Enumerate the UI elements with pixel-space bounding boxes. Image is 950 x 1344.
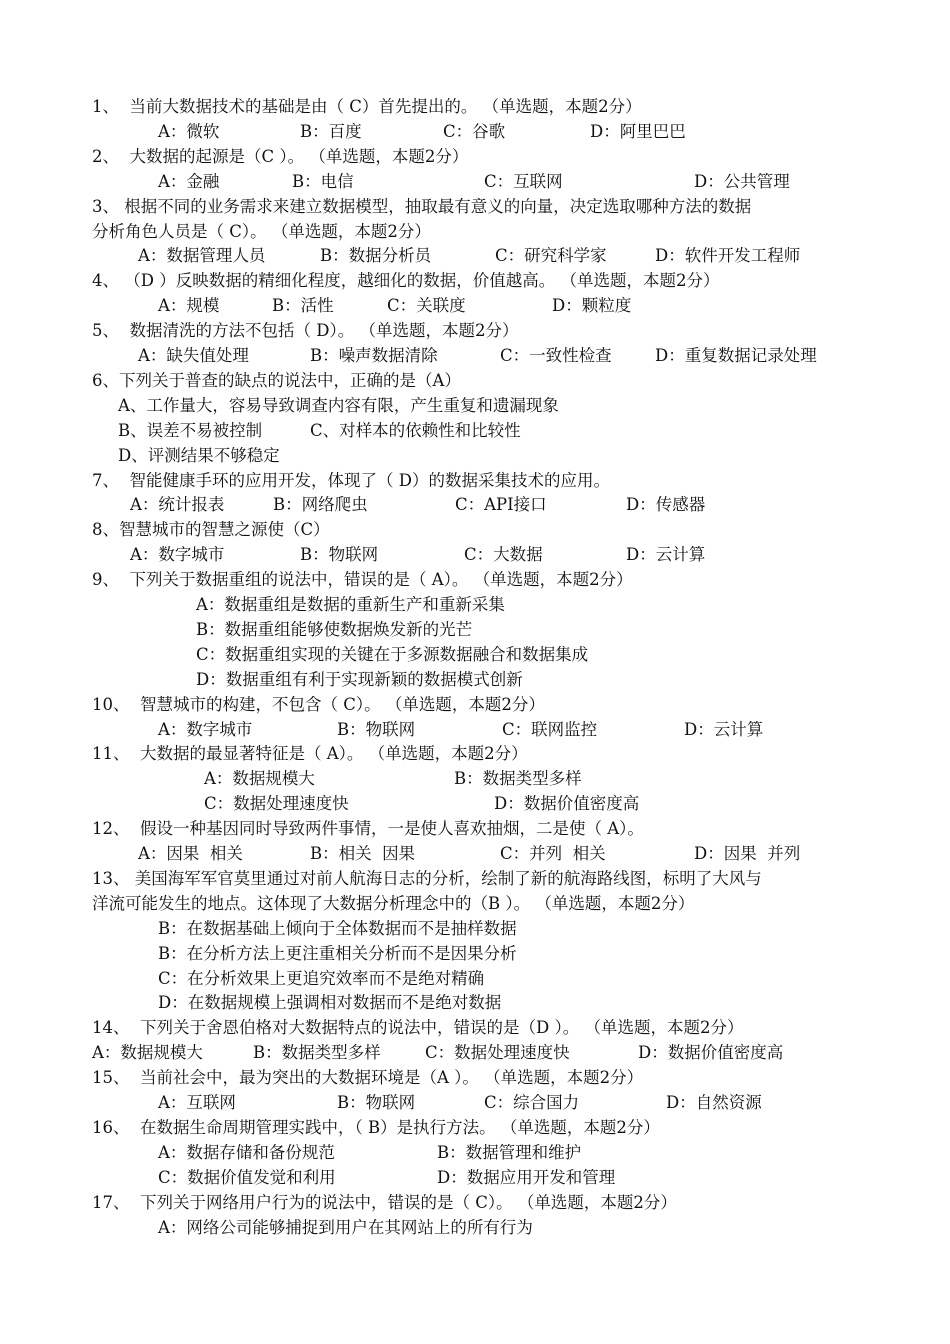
option-text: C：API接口 (455, 495, 547, 515)
text-line (0, 567, 950, 592)
text-line (0, 94, 950, 119)
text-line (0, 1215, 950, 1240)
text-line (0, 368, 950, 393)
line-text: 10、 智慧城市的构建，不包含（ C）。 （单选题，本题2分） (92, 694, 545, 714)
line-text: A：数据重组是数据的重新生产和重新采集 (196, 595, 505, 614)
text-line (0, 766, 950, 791)
line-text: 9、 下列关于数据重组的说法中，错误的是（ A）。 （单选题，本题2分） (92, 570, 633, 590)
option-text: A：互联网 (158, 1093, 236, 1112)
line-text: 4、 （D ）反映数据的精细化程度，越细化的数据，价值越高。 （单选题，本题2分） (92, 271, 720, 291)
text-line (0, 169, 950, 194)
text-line (0, 119, 950, 144)
text-line (0, 219, 950, 244)
text-line (0, 1090, 950, 1115)
option-text: D：重复数据记录处理 (655, 346, 817, 365)
option-text: C：数据处理速度快 (204, 794, 349, 814)
text-line (0, 243, 950, 268)
option-text: B：百度 (300, 121, 362, 141)
option-text: B：数据管理和维护 (437, 1142, 582, 1162)
line-text: 12、 假设一种基因同时导致两件事情，一是使人喜欢抽烟，二是使（ A）。 (92, 819, 644, 839)
text-line (0, 617, 950, 642)
line-text: 分析角色人员是（ C）。 （单选题，本题2分） (92, 221, 431, 241)
option-text: D：传感器 (626, 495, 706, 515)
option-text: A：缺失值处理 (138, 346, 249, 365)
option-text: C：综合国力 (484, 1093, 580, 1112)
text-line (0, 1065, 950, 1090)
option-text: B：数据类型多样 (454, 769, 582, 789)
line-text: 8、智慧城市的智慧之源使（C） (92, 520, 330, 540)
text-line (0, 144, 950, 169)
option-text: D：颗粒度 (552, 296, 632, 316)
option-text: A：微软 (158, 121, 220, 141)
line-text: B：在分析方法上更注重相关分析而不是因果分析 (158, 943, 517, 963)
text-line (0, 293, 950, 318)
text-line (0, 1140, 950, 1165)
option-text: B：数据分析员 (320, 246, 432, 266)
option-text: B：数据类型多样 (253, 1043, 381, 1063)
option-text: D：因果 并列 (694, 844, 801, 863)
option-text: D：云计算 (626, 545, 706, 565)
text-line (0, 692, 950, 717)
option-text: A：数据存储和备份规范 (158, 1142, 335, 1162)
line-text: 1、 当前大数据技术的基础是由（ C）首先提出的。 （单选题，本题2分） (92, 97, 642, 116)
option-text: B：物联网 (337, 719, 416, 739)
option-text: D：数据应用开发和管理 (437, 1167, 616, 1187)
text-line (0, 791, 950, 816)
line-text: A、工作量大，容易导致调查内容有限，产生重复和遗漏现象 (118, 395, 559, 415)
text-line (0, 592, 950, 617)
line-text: 14、 下列关于舍恩伯格对大数据特点的说法中，错误的是（D ）。 （单选题，本题2分） (92, 1018, 744, 1038)
option-text: A：数据规模大 (204, 769, 315, 789)
line-text: 7、 智能健康手环的应用开发，体现了（ D）的数据采集技术的应用。 (92, 470, 610, 490)
line-text: 洋流可能发生的地点。这体现了大数据分析理念中的（B ）。 （单选题，本题2分） (92, 893, 695, 913)
option-text: A：数字城市 (130, 545, 225, 565)
text-line (0, 642, 950, 667)
line-text: D：在数据规模上强调相对数据而不是绝对数据 (158, 993, 502, 1013)
option-text: C：联网监控 (502, 719, 598, 739)
option-text: B：活性 (272, 296, 334, 316)
option-text: D：阿里巴巴 (590, 121, 686, 141)
text-line (0, 268, 950, 293)
option-text: C：数据处理速度快 (425, 1043, 570, 1063)
line-text: D、评测结果不够稳定 (118, 445, 280, 465)
option-text: B：物联网 (337, 1093, 416, 1112)
line-text: C：数据重组实现的关键在于多源数据融合和数据集成 (196, 644, 589, 664)
text-line (0, 941, 950, 966)
option-text: C：数据价值发觉和利用 (158, 1167, 336, 1187)
option-text: B：物联网 (300, 545, 379, 565)
option-text: B、误差不易被控制 (118, 420, 263, 440)
text-line (0, 542, 950, 567)
line-text: C：在分析效果上更追究效率而不是绝对精确 (158, 968, 485, 988)
text-line (0, 1115, 950, 1140)
option-text: D：自然资源 (666, 1093, 762, 1112)
text-line (0, 1190, 950, 1215)
text-line (0, 891, 950, 916)
option-text: D：云计算 (684, 719, 764, 739)
option-text: D：数据价值密度高 (638, 1043, 784, 1063)
line-text: 3、 根据不同的业务需求来建立数据模型，抽取最有意义的向量，决定选取哪种方法的数据 (92, 196, 752, 216)
option-text: A：数字城市 (158, 719, 253, 739)
line-text: B：数据重组能够使数据焕发新的光芒 (196, 619, 473, 639)
text-line (0, 393, 950, 418)
option-text: A：数据管理人员 (138, 246, 266, 266)
option-text: C：谷歌 (443, 121, 506, 141)
option-text: C：大数据 (464, 545, 543, 565)
text-line (0, 841, 950, 866)
text-line (0, 866, 950, 891)
text-line (0, 492, 950, 517)
text-line (0, 741, 950, 766)
text-line (0, 418, 950, 443)
text-line (0, 990, 950, 1015)
option-text: A：金融 (158, 171, 220, 191)
text-line (0, 443, 950, 468)
option-text: B：电信 (292, 171, 354, 191)
text-line (0, 966, 950, 991)
text-line (0, 816, 950, 841)
text-line (0, 1040, 950, 1065)
option-text: A：因果 相关 (138, 844, 243, 863)
option-text: C：关联度 (387, 296, 466, 316)
option-text: A：规模 (158, 296, 220, 316)
line-text: 15、 当前社会中，最为突出的大数据环境是（A ）。 （单选题，本题2分） (92, 1068, 644, 1088)
option-text: B：噪声数据清除 (310, 346, 438, 365)
option-text: D：公共管理 (694, 171, 790, 191)
option-text: D：数据价值密度高 (494, 794, 640, 814)
option-text: B：相关 因果 (310, 844, 416, 863)
text-line (0, 717, 950, 742)
option-text: C：互联网 (484, 171, 563, 191)
line-text: 16、 在数据生命周期管理实践中，（ B）是执行方法。 （单选题，本题2分） (92, 1117, 660, 1137)
option-text: C：研究科学家 (495, 246, 607, 266)
option-text: A：统计报表 (130, 495, 225, 515)
text-line (0, 1165, 950, 1190)
option-text: B：网络爬虫 (273, 495, 368, 515)
line-text: 11、 大数据的最显著特征是（ A）。 （单选题，本题2分） (92, 744, 528, 764)
option-text: C、对样本的依赖性和比较性 (310, 420, 521, 440)
option-text: C：并列 相关 (500, 844, 606, 863)
line-text: 2、 大数据的起源是（C ）。 （单选题，本题2分） (92, 146, 469, 166)
line-text: 5、 数据清洗的方法不包括（ D）。 （单选题，本题2分） (92, 321, 519, 341)
option-text: C：一致性检查 (500, 346, 612, 365)
text-line (0, 517, 950, 542)
option-text: D：软件开发工程师 (655, 246, 801, 266)
line-text: D：数据重组有利于实现新颖的数据模式创新 (196, 669, 523, 689)
text-line (0, 916, 950, 941)
text-line (0, 194, 950, 219)
option-text: A：数据规模大 (92, 1043, 203, 1063)
text-line (0, 318, 950, 343)
text-line (0, 468, 950, 493)
line-text: A：网络公司能够捕捉到用户在其网站上的所有行为 (158, 1217, 533, 1237)
line-text: 17、 下列关于网络用户行为的说法中，错误的是（ C）。 （单选题，本题2分） (92, 1192, 677, 1212)
text-line (0, 1015, 950, 1040)
text-line (0, 343, 950, 368)
text-line (0, 667, 950, 692)
line-text: 6、下列关于普查的缺点的说法中，正确的是（A） (92, 370, 461, 390)
line-text: 13、 美国海军军官莫里通过对前人航海日志的分析，绘制了新的航海路线图，标明了大风与 (92, 868, 762, 888)
line-text: B：在数据基础上倾向于全体数据而不是抽样数据 (158, 918, 517, 938)
